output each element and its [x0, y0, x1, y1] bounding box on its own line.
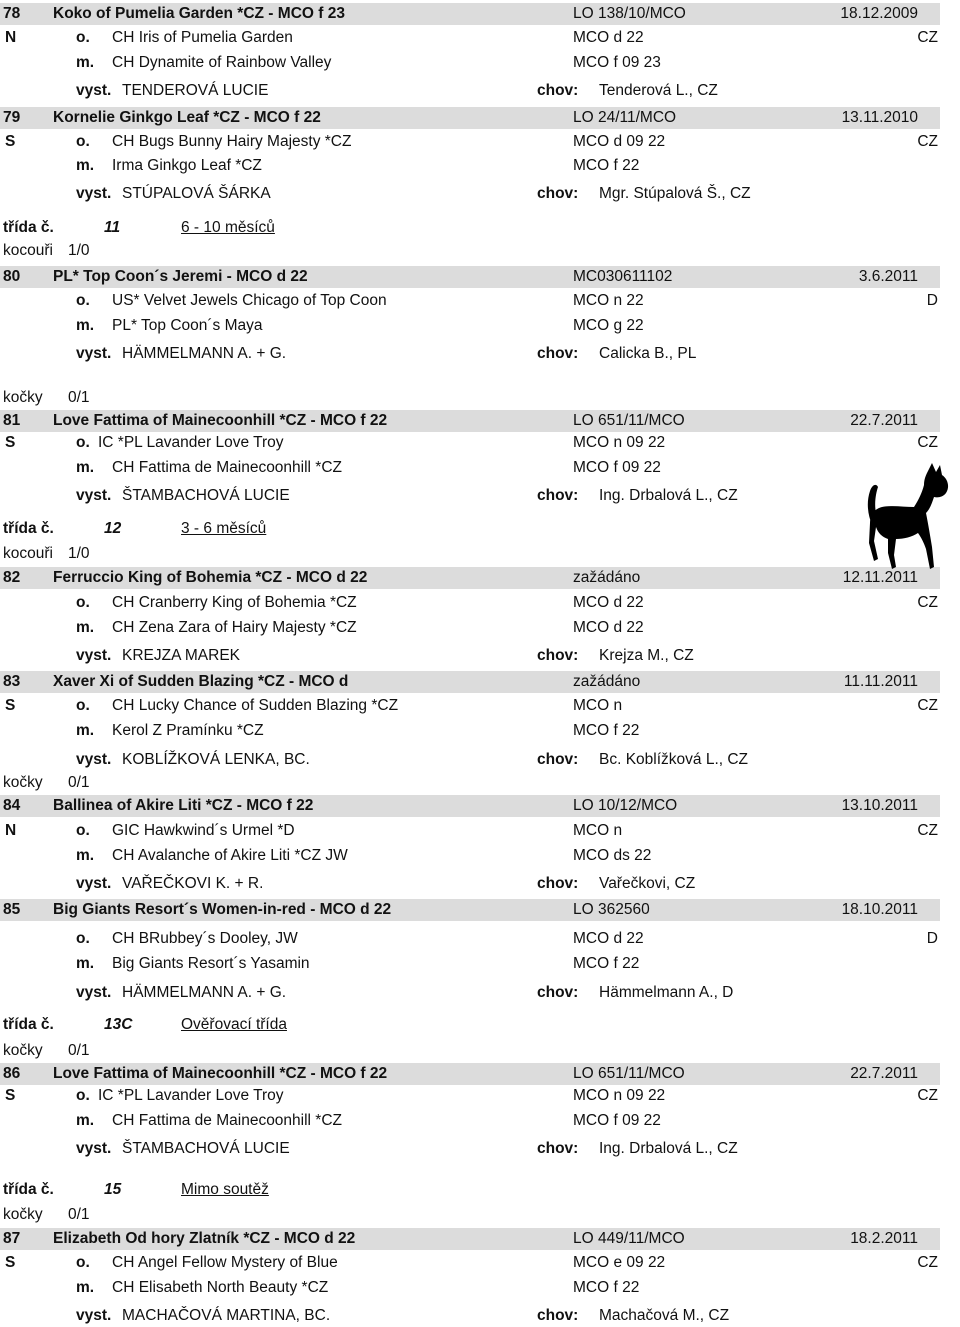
exhibitor-label: vyst.: [76, 345, 112, 362]
cat-name: Koko of Pumelia Garden *CZ - MCO f 23: [53, 5, 345, 22]
parent-label: m.: [76, 459, 95, 476]
exhibitor-label: vyst.: [76, 1140, 112, 1157]
country: CZ: [917, 1087, 938, 1104]
parent-name: CH Lucky Chance of Sudden Blazing *CZ: [112, 697, 399, 714]
parent-name: CH BRubbey´s Dooley, JW: [112, 930, 298, 947]
entry-header: [0, 1063, 940, 1085]
country: CZ: [917, 29, 938, 46]
ems-code: MCO d 22: [573, 619, 644, 636]
sex-marker: S: [5, 1087, 16, 1104]
entry-header: [0, 1228, 940, 1250]
ems-code: MCO f 22: [573, 955, 640, 972]
exhibitor-name: STÚPALOVÁ ŠÁRKA: [122, 185, 271, 202]
parent-label: o.: [76, 292, 90, 309]
parent-line: [0, 1277, 960, 1299]
entry-header: [0, 795, 940, 817]
class-name: Ověřovací třída: [181, 1016, 287, 1033]
group-heading: [0, 543, 960, 565]
exhibitor-name: KOBLÍŽKOVÁ LENKA, BC.: [122, 751, 310, 768]
entry-number: 83: [3, 673, 21, 690]
parent-label: m.: [76, 54, 95, 71]
parent-label: m.: [76, 157, 95, 174]
exhibitor-line: [0, 749, 960, 771]
breeder-name: Mgr. Stúpalová Š., CZ: [599, 185, 751, 202]
parent-name: CH Angel Fellow Mystery of Blue: [112, 1254, 338, 1271]
registration-number: LO 362560: [573, 901, 650, 918]
entry-header: [0, 3, 940, 25]
parent-line: [0, 953, 960, 975]
parent-line: [0, 457, 960, 479]
ems-code: MCO d 22: [573, 594, 644, 611]
parent-line: [0, 290, 960, 312]
parent-name: CH Cranberry King of Bohemia *CZ: [112, 594, 357, 611]
entry-header: [0, 899, 940, 921]
exhibitor-name: ŠTAMBACHOVÁ LUCIE: [122, 487, 290, 504]
group-count: 1/0: [68, 545, 90, 562]
group-heading: [0, 240, 960, 262]
class-label: třída č.: [3, 1181, 54, 1198]
birth-date: 13.10.2011: [841, 797, 918, 814]
exhibitor-name: MACHAČOVÁ MARTINA, BC.: [122, 1307, 331, 1324]
cat-name: Love Fattima of Mainecoonhill *CZ - MCO f 22: [53, 412, 388, 429]
exhibitor-name: VAŘEČKOVI K. + R.: [122, 875, 264, 892]
class-number: 13C: [104, 1016, 133, 1033]
parent-line: [0, 432, 960, 454]
breeder-label: chov:: [537, 647, 579, 664]
class-number: 15: [104, 1181, 122, 1198]
cat-name: Xaver Xi of Sudden Blazing *CZ - MCO d: [53, 673, 349, 690]
class-name: 6 - 10 měsíců: [181, 219, 275, 236]
registration-number: LO 24/11/MCO: [573, 109, 677, 126]
ems-code: MCO d 09 22: [573, 133, 666, 150]
exhibitor-line: [0, 1305, 960, 1327]
exhibitor-label: vyst.: [76, 82, 112, 99]
class-heading: [0, 518, 960, 540]
parent-label: o.: [76, 594, 90, 611]
registration-number: LO 651/11/MCO: [573, 412, 685, 429]
group-label: kocouři: [3, 242, 53, 259]
exhibitor-line: [0, 485, 960, 507]
entry-header: [0, 107, 940, 129]
breeder-name: Krejza M., CZ: [599, 647, 694, 664]
entry-header: [0, 567, 940, 589]
parent-label: o.: [76, 930, 90, 947]
birth-date: 11.11.2011: [843, 673, 918, 690]
breeder-name: Tenderová L., CZ: [599, 82, 718, 99]
country: CZ: [917, 822, 938, 839]
birth-date: 22.7.2011: [850, 412, 918, 429]
cat-name: Big Giants Resort´s Women-in-red - MCO d 22: [53, 901, 392, 918]
group-label: kočky: [3, 1206, 43, 1223]
parent-name: Big Giants Resort´s Yasamin: [112, 955, 310, 972]
cat-name: Love Fattima of Mainecoonhill *CZ - MCO f 22: [53, 1065, 388, 1082]
country: CZ: [917, 697, 938, 714]
ems-code: MCO f 22: [573, 722, 640, 739]
class-heading: [0, 1179, 960, 1201]
registration-number: LO 651/11/MCO: [573, 1065, 685, 1082]
breeder-label: chov:: [537, 875, 579, 892]
parent-line: [0, 1252, 960, 1274]
class-name: 3 - 6 měsíců: [181, 520, 267, 537]
exhibitor-line: [0, 982, 960, 1004]
cat-name: Kornelie Ginkgo Leaf *CZ - MCO f 22: [53, 109, 321, 126]
class-heading: [0, 217, 960, 239]
group-label: kocouři: [3, 545, 53, 562]
breeder-name: Ing. Drbalová L., CZ: [599, 487, 738, 504]
parent-line: [0, 820, 960, 842]
ems-code: MCO n 09 22: [573, 1087, 666, 1104]
parent-label: o.: [76, 822, 90, 839]
parent-name: CH Fattima de Mainecoonhill *CZ: [112, 459, 343, 476]
group-heading: [0, 387, 960, 409]
parent-label: o.: [76, 133, 90, 150]
parent-label: o.: [76, 29, 90, 46]
registration-number: LO 138/10/MCO: [573, 5, 686, 22]
birth-date: 22.7.2011: [850, 1065, 918, 1082]
entry-number: 85: [3, 901, 21, 918]
class-label: třída č.: [3, 219, 54, 236]
group-label: kočky: [3, 774, 43, 791]
exhibitor-line: [0, 80, 960, 102]
breeder-name: Bc. Koblížková L., CZ: [599, 751, 749, 768]
exhibitor-label: vyst.: [76, 1307, 112, 1324]
ems-code: MCO d 22: [573, 930, 644, 947]
entry-number: 84: [3, 797, 21, 814]
birth-date: 18.10.2011: [841, 901, 918, 918]
parent-line: [0, 1085, 960, 1107]
breeder-label: chov:: [537, 1307, 579, 1324]
group-count: 0/1: [68, 774, 90, 791]
parent-label: m.: [76, 955, 95, 972]
exhibitor-name: KREJZA MAREK: [122, 647, 240, 664]
registration-number: zažádáno: [573, 569, 641, 586]
ems-code: MCO n 22: [573, 292, 644, 309]
group-heading: [0, 1204, 960, 1226]
sex-marker: N: [5, 29, 17, 46]
sex-marker: S: [5, 434, 16, 451]
breeder-label: chov:: [537, 185, 579, 202]
exhibitor-line: [0, 343, 960, 365]
parent-name: GIC Hawkwind´s Urmel *D: [112, 822, 295, 839]
exhibitor-line: [0, 183, 960, 205]
breeder-label: chov:: [537, 345, 579, 362]
exhibitor-line: [0, 873, 960, 895]
cat-name: Ballinea of Akire Liti *CZ - MCO f 22: [53, 797, 314, 814]
class-heading: [0, 1014, 960, 1036]
ems-code: MCO f 09 23: [573, 54, 661, 71]
group-heading: [0, 772, 960, 794]
birth-date: 12.11.2011: [842, 569, 918, 586]
ems-code: MCO f 22: [573, 157, 640, 174]
exhibitor-label: vyst.: [76, 185, 112, 202]
parent-name: CH Bugs Bunny Hairy Majesty *CZ: [112, 133, 352, 150]
ems-code: MCO f 22: [573, 1279, 640, 1296]
parent-line: [0, 52, 960, 74]
parent-name: CH Iris of Pumelia Garden: [112, 29, 293, 46]
parent-label: m.: [76, 722, 95, 739]
cat-silhouette-icon: [866, 463, 952, 575]
exhibitor-label: vyst.: [76, 647, 112, 664]
entry-header: [0, 266, 940, 288]
ems-code: MCO n: [573, 697, 623, 714]
exhibitor-label: vyst.: [76, 487, 112, 504]
group-count: 1/0: [68, 242, 90, 259]
ems-code: MCO n: [573, 822, 623, 839]
parent-name: IC *PL Lavander Love Troy: [98, 434, 284, 451]
breeder-name: Hämmelmann A., D: [599, 984, 734, 1001]
sex-marker: S: [5, 697, 16, 714]
parent-line: [0, 695, 960, 717]
parent-label: o.: [76, 1254, 90, 1271]
birth-date: 18.12.2009: [840, 5, 918, 22]
country: CZ: [917, 434, 938, 451]
registration-number: MC030611102: [573, 268, 673, 285]
country: CZ: [917, 594, 938, 611]
registration-number: zažádáno: [573, 673, 641, 690]
country: CZ: [917, 1254, 938, 1271]
ems-code: MCO d 22: [573, 29, 644, 46]
ems-code: MCO ds 22: [573, 847, 652, 864]
group-count: 0/1: [68, 1042, 90, 1059]
class-label: třída č.: [3, 520, 54, 537]
exhibitor-line: [0, 1138, 960, 1160]
ems-code: MCO f 09 22: [573, 459, 661, 476]
group-count: 0/1: [68, 1206, 90, 1223]
breeder-name: Ing. Drbalová L., CZ: [599, 1140, 738, 1157]
parent-line: [0, 928, 960, 950]
parent-line: [0, 1110, 960, 1132]
birth-date: 3.6.2011: [858, 268, 918, 285]
birth-date: 13.11.2010: [841, 109, 918, 126]
exhibitor-name: HÄMMELMANN A. + G.: [122, 345, 287, 362]
cat-name: Ferruccio King of Bohemia *CZ - MCO d 22: [53, 569, 368, 586]
exhibitor-label: vyst.: [76, 875, 112, 892]
group-label: kočky: [3, 389, 43, 406]
sex-marker: S: [5, 133, 16, 150]
class-name: Mimo soutěž: [181, 1181, 269, 1198]
cat-name: PL* Top Coon´s Jeremi - MCO d 22: [53, 268, 308, 285]
class-number: 12: [104, 520, 122, 537]
parent-line: [0, 592, 960, 614]
sex-marker: N: [5, 822, 17, 839]
sex-marker: S: [5, 1254, 16, 1271]
entry-number: 87: [3, 1230, 21, 1247]
entry-number: 78: [3, 5, 21, 22]
breeder-label: chov:: [537, 1140, 579, 1157]
ems-code: MCO g 22: [573, 317, 644, 334]
group-heading: [0, 1040, 960, 1062]
breeder-name: Machačová M., CZ: [599, 1307, 730, 1324]
parent-name: US* Velvet Jewels Chicago of Top Coon: [112, 292, 387, 309]
exhibitor-label: vyst.: [76, 751, 112, 768]
parent-name: PL* Top Coon´s Maya: [112, 317, 263, 334]
entry-number: 81: [3, 412, 21, 429]
parent-line: [0, 131, 960, 153]
birth-date: 18.2.2011: [850, 1230, 918, 1247]
country: D: [926, 930, 938, 947]
parent-line: [0, 27, 960, 49]
exhibitor-name: HÄMMELMANN A. + G.: [122, 984, 287, 1001]
ems-code: MCO e 09 22: [573, 1254, 666, 1271]
breeder-name: Vařečkovi, CZ: [599, 875, 696, 892]
breeder-label: chov:: [537, 984, 579, 1001]
exhibitor-label: vyst.: [76, 984, 112, 1001]
parent-name: Kerol Z Pramínku *CZ: [112, 722, 264, 739]
parent-label: m.: [76, 1279, 95, 1296]
parent-line: [0, 155, 960, 177]
parent-name: Irma Ginkgo Leaf *CZ: [112, 157, 262, 174]
cat-name: Elizabeth Od hory Zlatník *CZ - MCO d 22: [53, 1230, 356, 1247]
entry-number: 86: [3, 1065, 21, 1082]
parent-name: CH Dynamite of Rainbow Valley: [112, 54, 332, 71]
parent-label: m.: [76, 619, 95, 636]
class-number: 11: [104, 219, 121, 236]
parent-label: m.: [76, 847, 95, 864]
class-label: třída č.: [3, 1016, 54, 1033]
entry-number: 79: [3, 109, 21, 126]
parent-label: m.: [76, 1112, 95, 1129]
country: D: [926, 292, 938, 309]
parent-label: o.: [76, 1087, 90, 1104]
parent-name: IC *PL Lavander Love Troy: [98, 1087, 284, 1104]
parent-line: [0, 845, 960, 867]
exhibitor-name: ŠTAMBACHOVÁ LUCIE: [122, 1140, 290, 1157]
entry-number: 80: [3, 268, 21, 285]
parent-line: [0, 315, 960, 337]
exhibitor-line: [0, 645, 960, 667]
parent-label: m.: [76, 317, 95, 334]
parent-label: o.: [76, 434, 90, 451]
parent-line: [0, 617, 960, 639]
parent-label: o.: [76, 697, 90, 714]
entry-header: [0, 410, 940, 432]
group-label: kočky: [3, 1042, 43, 1059]
registration-number: LO 10/12/MCO: [573, 797, 678, 814]
group-count: 0/1: [68, 389, 90, 406]
breeder-label: chov:: [537, 751, 579, 768]
parent-name: CH Zena Zara of Hairy Majesty *CZ: [112, 619, 357, 636]
entry-number: 82: [3, 569, 21, 586]
breeder-label: chov:: [537, 487, 579, 504]
entry-header: [0, 671, 940, 693]
parent-name: CH Fattima de Mainecoonhill *CZ: [112, 1112, 343, 1129]
country: CZ: [917, 133, 938, 150]
ems-code: MCO f 09 22: [573, 1112, 661, 1129]
breeder-name: Calicka B., PL: [599, 345, 697, 362]
parent-name: CH Elisabeth North Beauty *CZ: [112, 1279, 329, 1296]
registration-number: LO 449/11/MCO: [573, 1230, 685, 1247]
parent-line: [0, 720, 960, 742]
ems-code: MCO n 09 22: [573, 434, 666, 451]
parent-name: CH Avalanche of Akire Liti *CZ JW: [112, 847, 348, 864]
breeder-label: chov:: [537, 82, 579, 99]
exhibitor-name: TENDEROVÁ LUCIE: [122, 82, 269, 99]
